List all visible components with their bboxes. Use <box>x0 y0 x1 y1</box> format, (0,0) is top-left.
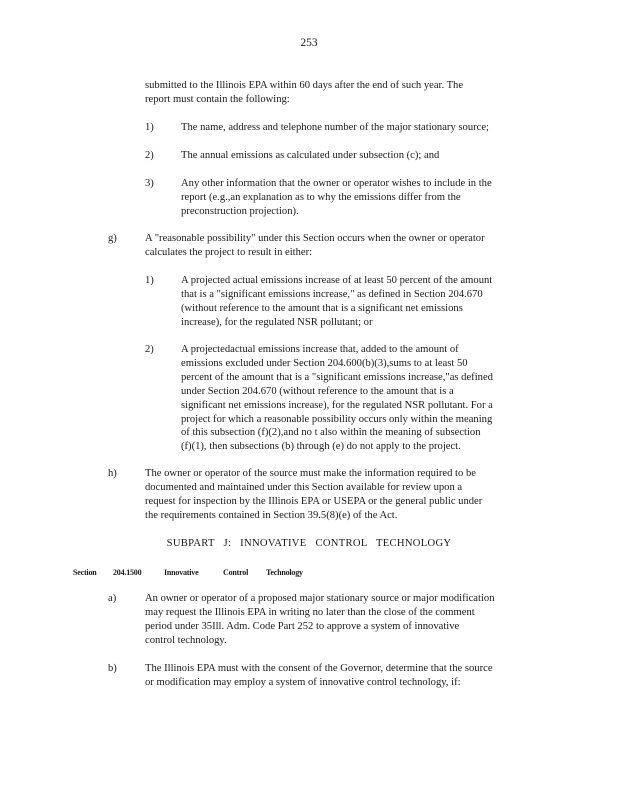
text-line: (f)(1), then subsections (b) through (e) do not apply to the project. <box>181 441 461 453</box>
text-line: period under 35Ill. Adm. Code Part 252 to approve a system of innovative <box>145 620 460 632</box>
section-title-word: Control <box>223 568 249 577</box>
list-item <box>181 343 493 454</box>
list-marker: 2) <box>145 150 154 161</box>
section-title-word: Technology <box>266 568 303 577</box>
list-item <box>181 274 492 330</box>
text-line: significant net emissions increase), for the regulated NSR pollutant. For a <box>181 399 493 411</box>
text-line: increase), for the regulated NSR pollutant; or <box>181 316 373 328</box>
text-line: An owner or operator of a proposed major stationary source or major modification <box>145 593 495 604</box>
text-line: emissions excluded under Section 204.600(b)(3),sums to at least 50 <box>181 357 468 369</box>
list-item <box>181 121 489 135</box>
list-item <box>181 177 492 219</box>
text-line: of this subsection (f)(2),and no t also within the meaning of subsection <box>181 427 481 439</box>
text-line: A "reasonable possibility" under this Section occurs when the owner or operator <box>145 233 485 244</box>
list-item <box>181 149 439 163</box>
text-line: The annual emissions as calculated under subsection (c); and <box>181 150 440 161</box>
text-line: control technology. <box>145 634 227 646</box>
text-line: The owner or operator of the source must make the information required to be <box>145 468 476 479</box>
section-title-word: Innovative <box>164 568 199 577</box>
list-marker: 1) <box>145 275 154 286</box>
list-marker: 1) <box>145 122 154 133</box>
text-line: that is a "significant emissions increase," as defined in Section 204.670 <box>181 288 483 300</box>
subpart-heading: SUBPART J: INNOVATIVE CONTROL TECHNOLOGY <box>166 538 452 549</box>
intro-paragraph <box>145 79 463 107</box>
text-line: The name, address and telephone number of the major stationary source; <box>181 122 489 133</box>
text-line: preconstruction projection). <box>181 205 299 217</box>
text-line: Any other information that the owner or operator wishes to include in the <box>181 178 492 189</box>
text-line: may request the Illinois EPA in writing no later than the close of the comment <box>145 606 475 618</box>
subsection-g-text <box>145 232 485 260</box>
section-number: 204.1500 <box>113 568 142 577</box>
text-line: report must contain the following: <box>145 93 290 105</box>
list-marker: 2) <box>145 344 154 355</box>
text-line: documented and maintained under this Section available for review upon a <box>145 481 463 493</box>
section-label: Section <box>73 568 97 577</box>
text-line: calculates the project to result in either: <box>145 246 313 258</box>
text-line: (without reference to the amount that is a significant net emissions <box>181 302 463 314</box>
list-marker: 3) <box>145 178 154 189</box>
text-line: the requirements contained in Section 39.5(8)(e) of the Act. <box>145 509 398 521</box>
subsection-marker: a) <box>108 593 117 604</box>
subsection-marker: h) <box>108 468 117 479</box>
text-line: A projected actual emissions increase of at least 50 percent of the amount <box>181 275 493 286</box>
text-line: project for which a reasonable possibility occurs only within the meaning <box>181 413 493 425</box>
subsection-marker: b) <box>108 663 117 674</box>
text-line: or modification may employ a system of innovative control technology, if: <box>145 676 461 688</box>
subsection-b-text <box>145 662 493 690</box>
text-line: under Section 204.670 (without reference to the amount that is a <box>181 385 454 397</box>
text-line: submitted to the Illinois EPA within 60 days after the end of such year. The <box>145 80 464 91</box>
text-line: The Illinois EPA must with the consent of the Governor, determine that the source <box>145 663 493 674</box>
text-line: report (e.g.,an explanation as to why the emissions differ from the <box>181 191 461 203</box>
subsection-marker: g) <box>108 233 117 244</box>
page-number: 253 <box>300 37 318 49</box>
text-line: percent of the amount that is a "significant emissions increase,"as defined <box>181 371 493 383</box>
text-line: A projectedactual emissions increase that, added to the amount of <box>181 344 459 355</box>
subsection-a-text <box>145 592 495 648</box>
subsection-h-text <box>145 467 482 523</box>
text-line: request for inspection by the Illinois EPA or USEPA or the general public under <box>145 495 483 507</box>
